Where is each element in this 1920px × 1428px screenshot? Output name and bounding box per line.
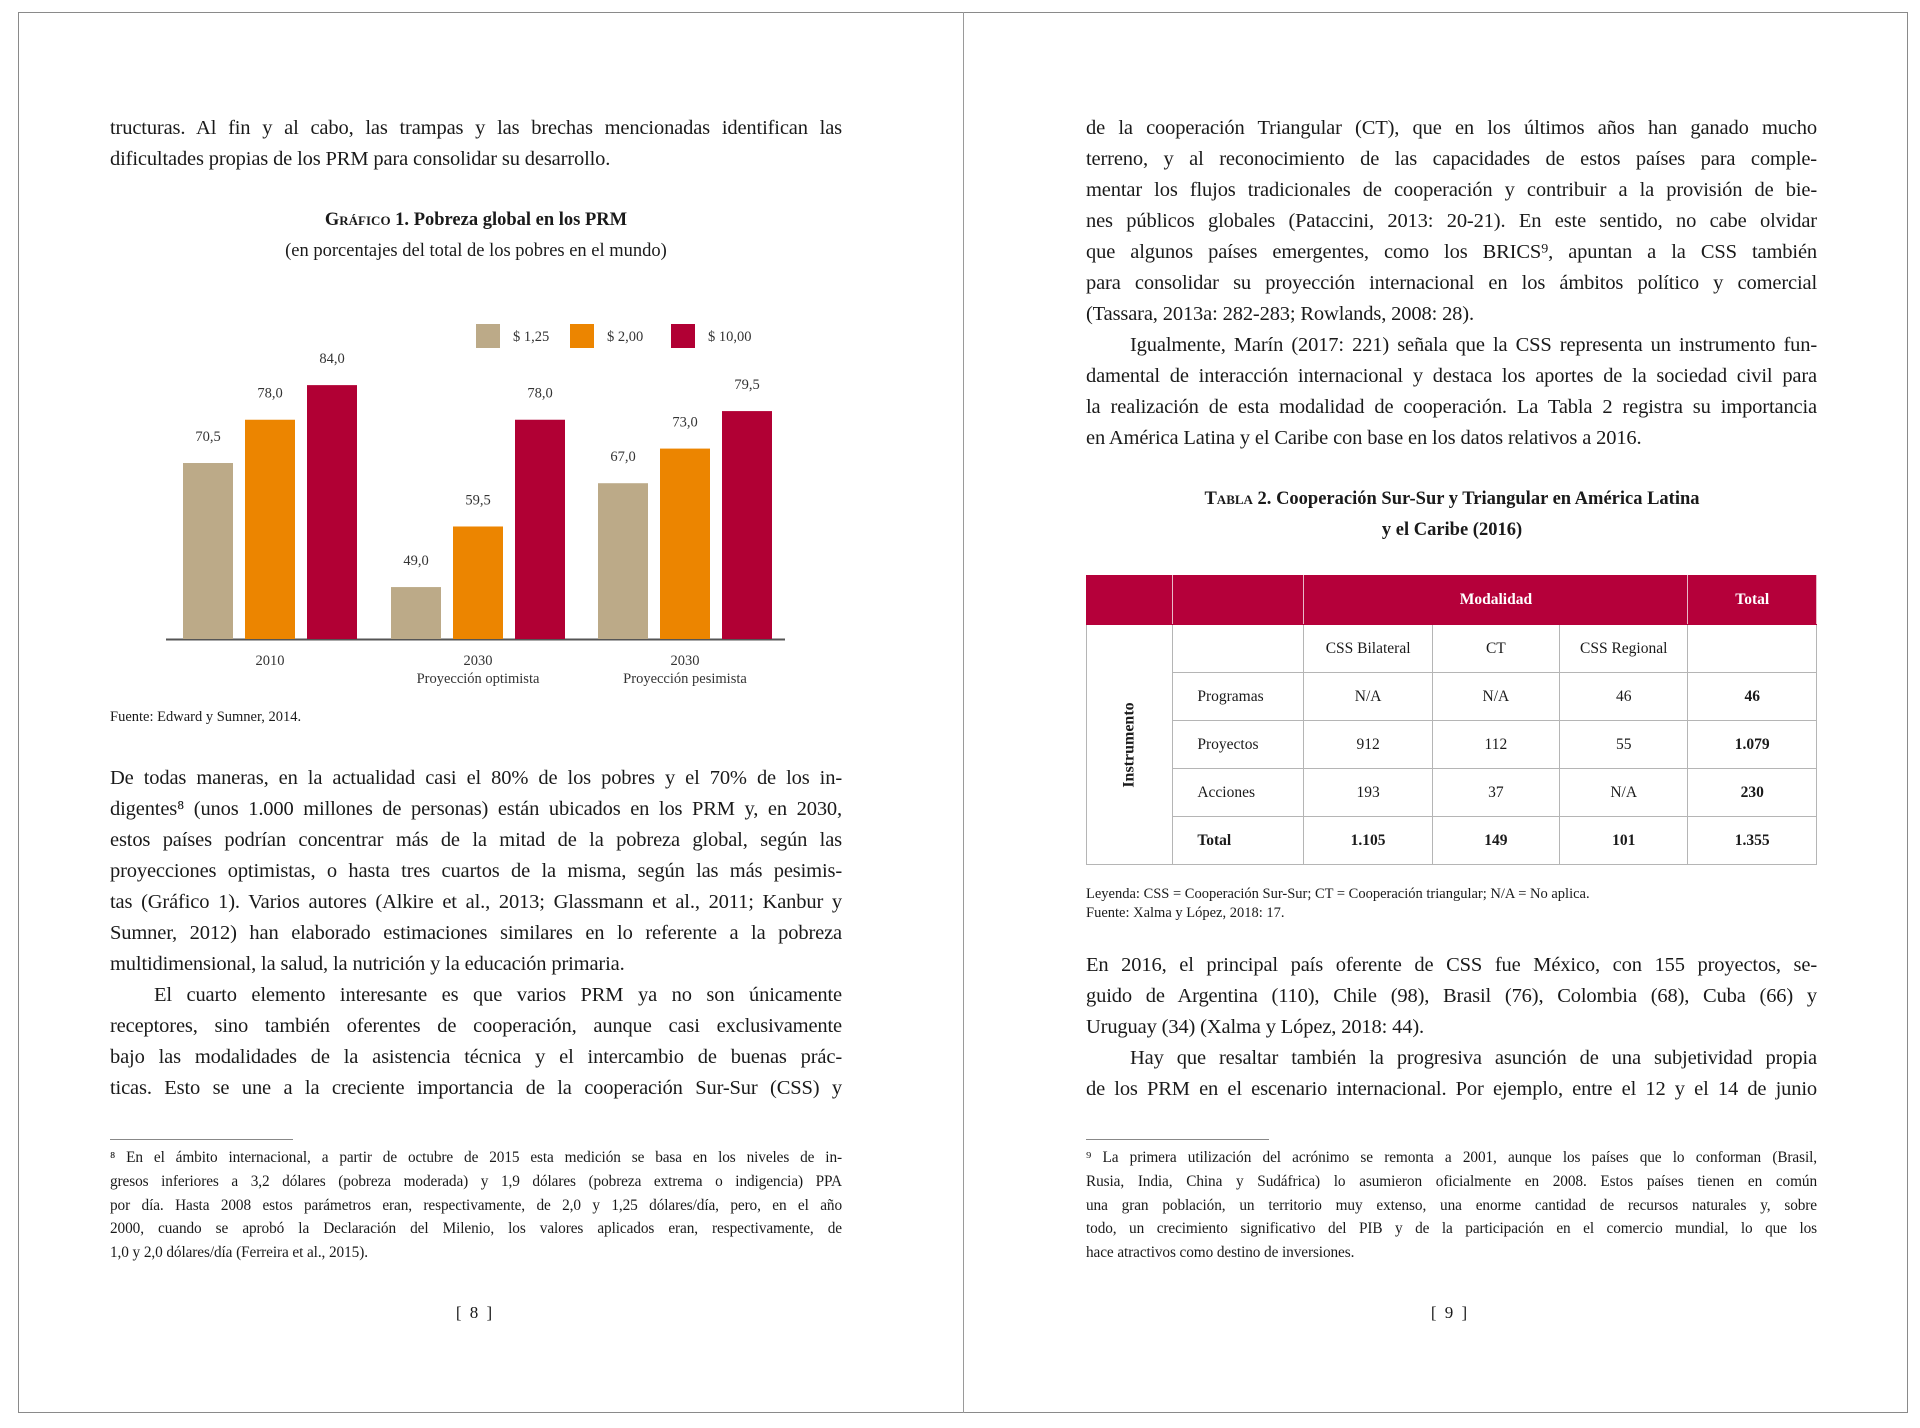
row-group-label: Instrumento (1120, 701, 1138, 788)
row-label: Programas (1173, 673, 1304, 721)
body-text-line: mentar los flujos tradicionales de cooperación y contribuir a la provisión de bie- (1086, 179, 1817, 201)
data-label: 73,0 (672, 414, 698, 431)
body-text-line: bajo las modalidades de la asistencia técnica y el intercambio de buenas prác- (110, 1046, 842, 1068)
data-label: 49,0 (403, 553, 429, 570)
footnote-line: gresos inferiores a 3,2 dólares (pobreza moderada) y 1,9 dólares (pobreza extrema o indigencia) PPA (110, 1172, 842, 1190)
table-title-line1: Cooperación Sur-Sur y Triangular en América Latina (1276, 489, 1700, 509)
table-row (1087, 769, 1817, 817)
table-cell: N/A (1432, 673, 1559, 721)
header-total: Total (1688, 576, 1817, 625)
header-modalidad: Modalidad (1304, 576, 1688, 625)
table-header-row (1087, 576, 1817, 625)
body-text-line: (Tassara, 2013a: 282-283; Rowlands, 2008: 28). (1086, 303, 1474, 325)
empty-cell (1688, 625, 1817, 673)
footnote-line: una gran población, un territorio muy extenso, una enorme cantidad de recursos naturales y, sobre (1086, 1196, 1817, 1214)
legend-label: $ 10,00 (708, 329, 752, 345)
chart-title-prefix: Gráfico 1. (324, 210, 410, 230)
body-text-line: Igualmente, Marín (2017: 221) señala que la CSS representa un instrumento fun- (1130, 334, 1817, 356)
legend-label: $ 2,00 (607, 329, 644, 345)
data-label: 84,0 (319, 351, 345, 368)
body-text-line: Uruguay (34) (Xalma y López, 2018: 44). (1086, 1016, 1424, 1038)
data-label: 67,0 (610, 449, 636, 466)
table-title (1086, 489, 1818, 510)
body-text-line: terreno, y al reconocimiento de las capacidades de estos países para comple- (1086, 148, 1817, 170)
footnote-line: hace atractivos como destino de inversiones. (1086, 1244, 1355, 1262)
table-legend: Leyenda: CSS = Cooperación Sur-Sur; CT = Cooperación triangular; N/A = No aplica. (1086, 886, 1590, 902)
body-text-line: de la cooperación Triangular (CT), que en los últimos años han ganado mucho (1086, 117, 1817, 139)
body-text-line: Hay que resaltar también la progresiva asunción de una subjetividad propia (1130, 1047, 1817, 1069)
page-number: [ 9 ] (1430, 1303, 1470, 1322)
footnote-line: 1,0 y 2,0 dólares/día (Ferreira et al., 2015). (110, 1244, 368, 1262)
table-cell: 101 (1559, 817, 1688, 865)
table-title-prefix: Tabla 2. (1204, 489, 1272, 509)
body-text-line: El cuarto elemento interesante es que varios PRM ya no son únicamente (154, 984, 842, 1006)
footnote-line: Rusia, India, China y Sudáfrica) lo asumieron oficialmente en 2008. Estos países tienen en común (1086, 1172, 1817, 1190)
column-header: CT (1432, 625, 1559, 673)
row-label: Proyectos (1173, 721, 1304, 769)
data-label: 59,5 (465, 492, 491, 509)
table-cell: N/A (1304, 673, 1432, 721)
body-text-line: que algunos países emergentes, como los BRICS⁹, apuntan a la CSS también (1086, 241, 1817, 263)
row-total: 230 (1688, 769, 1817, 817)
header-empty-cell (1087, 576, 1173, 625)
body-text-line: tructuras. Al fin y al cabo, las trampas y las brechas mencionadas identifican las (110, 117, 842, 139)
table-cell: 55 (1559, 721, 1688, 769)
body-text-line: nes públicos globales (Pataccini, 2013: 20-21). En este sentido, no cabe olvidar (1086, 210, 1817, 232)
body-text-line: en América Latina y el Caribe con base en los datos relativos a 2016. (1086, 427, 1642, 449)
body-text-line: de los PRM en el escenario internacional. Por ejemplo, entre el 12 y el 14 de junio (1086, 1078, 1817, 1100)
table-cell: 193 (1304, 769, 1432, 817)
body-text-line: damental de interacción internacional y destaca los aportes de la sociedad civil para (1086, 365, 1817, 387)
footnote-rule (110, 1139, 293, 1140)
body-text-line: proyecciones optimistas, o hasta tres cuartos de la misma, según las más pesimis- (110, 860, 842, 882)
legend-label: $ 1,25 (513, 329, 550, 345)
page-gutter (963, 12, 964, 1413)
body-text-line: receptores, sino también oferentes de cooperación, aunque casi exclusivamente (110, 1015, 842, 1037)
table-row (1087, 721, 1817, 769)
footnote-line: 2000, cuando se aprobó la Declaración del Milenio, los valores aplicados eran, respectivamente, de (110, 1220, 842, 1238)
category-label: Proyección optimista (416, 671, 540, 687)
body-text-line: dificultades propias de los PRM para consolidar su desarrollo. (110, 148, 611, 170)
row-group-label-cell (1087, 625, 1173, 865)
table-source: Fuente: Xalma y López, 2018: 17. (1086, 905, 1285, 921)
body-text-line: digentes⁸ (unos 1.000 millones de personas) están ubicados en los PRM y, en 2030, (110, 798, 842, 820)
category-label: 2030 (463, 653, 493, 669)
chart-source: Fuente: Edward y Sumner, 2014. (110, 709, 302, 725)
row-total: 46 (1688, 673, 1817, 721)
footnote-line: por día. Hasta 2008 estos parámetros eran, respectivamente, de 2,0 y 1,25 dólares/día, pero, en el año (110, 1196, 842, 1214)
table-subheader-row (1087, 625, 1817, 673)
body-text-line: multidimensional, la salud, la nutrición y la educación primaria. (110, 953, 625, 975)
chart-title-text: Pobreza global en los PRM (413, 210, 628, 230)
data-label: 78,0 (257, 385, 283, 402)
table-cell: 1.105 (1304, 817, 1432, 865)
column-header: CSS Regional (1559, 625, 1688, 673)
body-text-line: estos países podrían concentrar más de la mitad de la pobreza global, según las (110, 829, 842, 851)
table-cell: N/A (1559, 769, 1688, 817)
data-label: 78,0 (527, 385, 553, 402)
table-cell: 149 (1432, 817, 1559, 865)
table-cell: 46 (1559, 673, 1688, 721)
body-text-line: guido de Argentina (110), Chile (98), Brasil (76), Colombia (68), Cuba (66) y (1086, 985, 1817, 1007)
footnote-rule (1086, 1139, 1269, 1140)
body-text-line: para consolidar su proyección internacional en los ámbitos político y comercial (1086, 272, 1817, 294)
table-title-line2: y el Caribe (2016) (1381, 520, 1523, 540)
category-label: 2010 (255, 653, 285, 669)
table-row (1087, 673, 1817, 721)
body-text-line: Sumner, 2012) han elaborado estimaciones similares en lo referente a la pobreza (110, 922, 842, 944)
data-label: 70,5 (195, 429, 221, 446)
row-total: 1.079 (1688, 721, 1817, 769)
cooperation-table (1086, 575, 1817, 865)
table-cell: 37 (1432, 769, 1559, 817)
table-total-row (1087, 817, 1817, 865)
row-total: 1.355 (1688, 817, 1817, 865)
table-cell: 112 (1432, 721, 1559, 769)
category-label: 2030 (670, 653, 700, 669)
header-empty-cell (1173, 576, 1304, 625)
body-text-line: la realización de esta modalidad de cooperación. La Tabla 2 registra su importancia (1086, 396, 1817, 418)
body-text-line: ticas. Esto se une a la creciente importancia de la cooperación Sur-Sur (CSS) y (110, 1077, 842, 1099)
body-text-line: tas (Gráfico 1). Varios autores (Alkire et al., 2013; Glassmann et al., 2011; Kanbur y (110, 891, 842, 913)
chart-title (110, 210, 842, 231)
table-cell: 912 (1304, 721, 1432, 769)
column-header: CSS Bilateral (1304, 625, 1432, 673)
footnote-line: ⁸ En el ámbito internacional, a partir de octubre de 2015 esta medición se basa en los niveles de in- (110, 1149, 842, 1166)
chart-subtitle: (en porcentajes del total de los pobres en el mundo) (285, 241, 667, 261)
footnote-line: todo, un crecimiento significativo del PIB y de la participación en el comercio mundial, lo que los (1086, 1220, 1817, 1238)
row-label: Total (1173, 817, 1304, 865)
row-label: Acciones (1173, 769, 1304, 817)
footnote-line: ⁹ La primera utilización del acrónimo se remonta a 2001, aunque los países que lo conforman (Brasil, (1086, 1149, 1817, 1166)
page-number: [ 8 ] (455, 1303, 495, 1322)
data-label: 79,5 (734, 377, 760, 394)
body-text-line: En 2016, el principal país oferente de CSS fue México, con 155 proyectos, se- (1086, 954, 1817, 976)
empty-cell (1173, 625, 1304, 673)
category-label: Proyección pesimista (623, 671, 747, 687)
body-text-line: De todas maneras, en la actualidad casi el 80% de los pobres y el 70% de los in- (110, 767, 842, 789)
